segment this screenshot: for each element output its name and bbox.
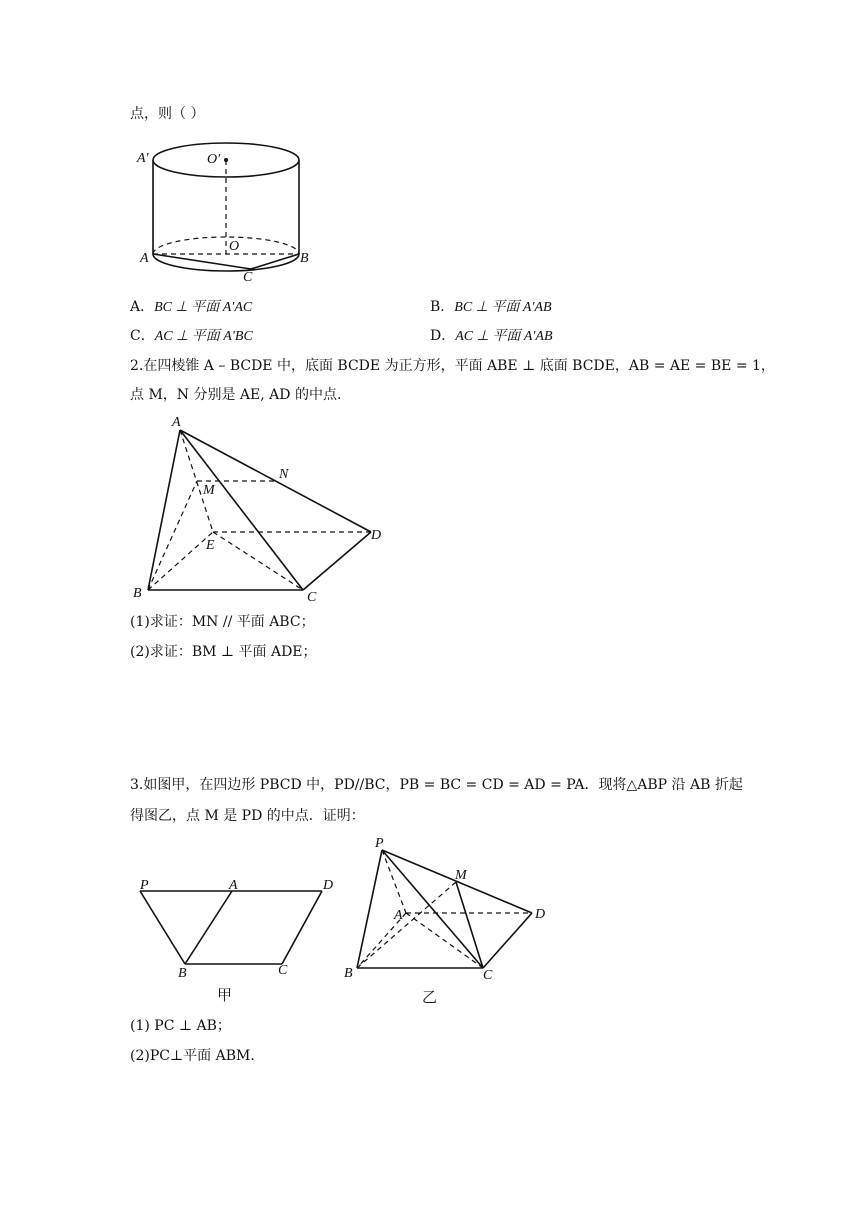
q3-line2: 得图乙，点 M 是 PD 的中点．证明：	[130, 808, 365, 824]
label-a: A	[394, 908, 403, 923]
label-a-prime: A′	[137, 151, 149, 166]
label-c: C	[278, 963, 288, 978]
label-d: D	[371, 528, 382, 543]
label-d: D	[323, 878, 334, 893]
label-p: P	[140, 878, 149, 893]
label-b: B	[300, 251, 309, 266]
label-m: M	[203, 483, 215, 498]
caption-yi: 乙	[422, 988, 438, 1006]
label-o: O	[229, 239, 240, 254]
label-a: A	[172, 415, 181, 430]
q2-line1: 2.在四棱锥 A – BCDE 中，底面 BCDE 为正方形，平面 ABE ⊥ 底面 BCDE，AB = AE = BE = 1，	[130, 358, 775, 374]
q3-part2: (2)PC⊥平面 ABM.	[130, 1048, 255, 1064]
label-c: C	[243, 270, 253, 285]
q3-line1: 3.如图甲，在四边形 PBCD 中，PD//BC，PB = BC = CD = AD = PA．现将△ABP 沿 AB 折起	[130, 777, 743, 793]
label-a: A	[140, 251, 149, 266]
q2-part1: (1)求证：MN // 平面 ABC；	[130, 614, 315, 630]
label-m: M	[455, 868, 467, 883]
q1-intro: 点，则（ ）	[130, 106, 205, 122]
label-n: N	[279, 467, 289, 482]
label-b: B	[178, 966, 187, 981]
label-e: E	[206, 538, 215, 553]
label-b: B	[133, 586, 142, 601]
q2-part2: (2)求证：BM ⊥ 平面 ADE；	[130, 644, 317, 660]
q3-part1: (1) PC ⊥ AB；	[130, 1018, 231, 1034]
label-o-prime: O′	[207, 152, 221, 167]
caption-jia: 甲	[217, 986, 233, 1004]
label-b: B	[344, 966, 353, 981]
label-d: D	[535, 907, 546, 922]
label-a: A	[229, 878, 238, 893]
q2-line2: 点 M，N 分别是 AE, AD 的中点.	[130, 387, 342, 403]
label-p: P	[375, 836, 384, 851]
option-b: B．BC ⊥ 平面 A′AB	[430, 299, 552, 315]
label-c: C	[307, 590, 317, 605]
label-c: C	[483, 968, 493, 983]
option-d: D．AC ⊥ 平面 A′AB	[430, 328, 553, 344]
option-c: C．AC ⊥ 平面 A′BC	[130, 328, 253, 344]
option-a: A．BC ⊥ 平面 A′AC	[130, 299, 253, 315]
